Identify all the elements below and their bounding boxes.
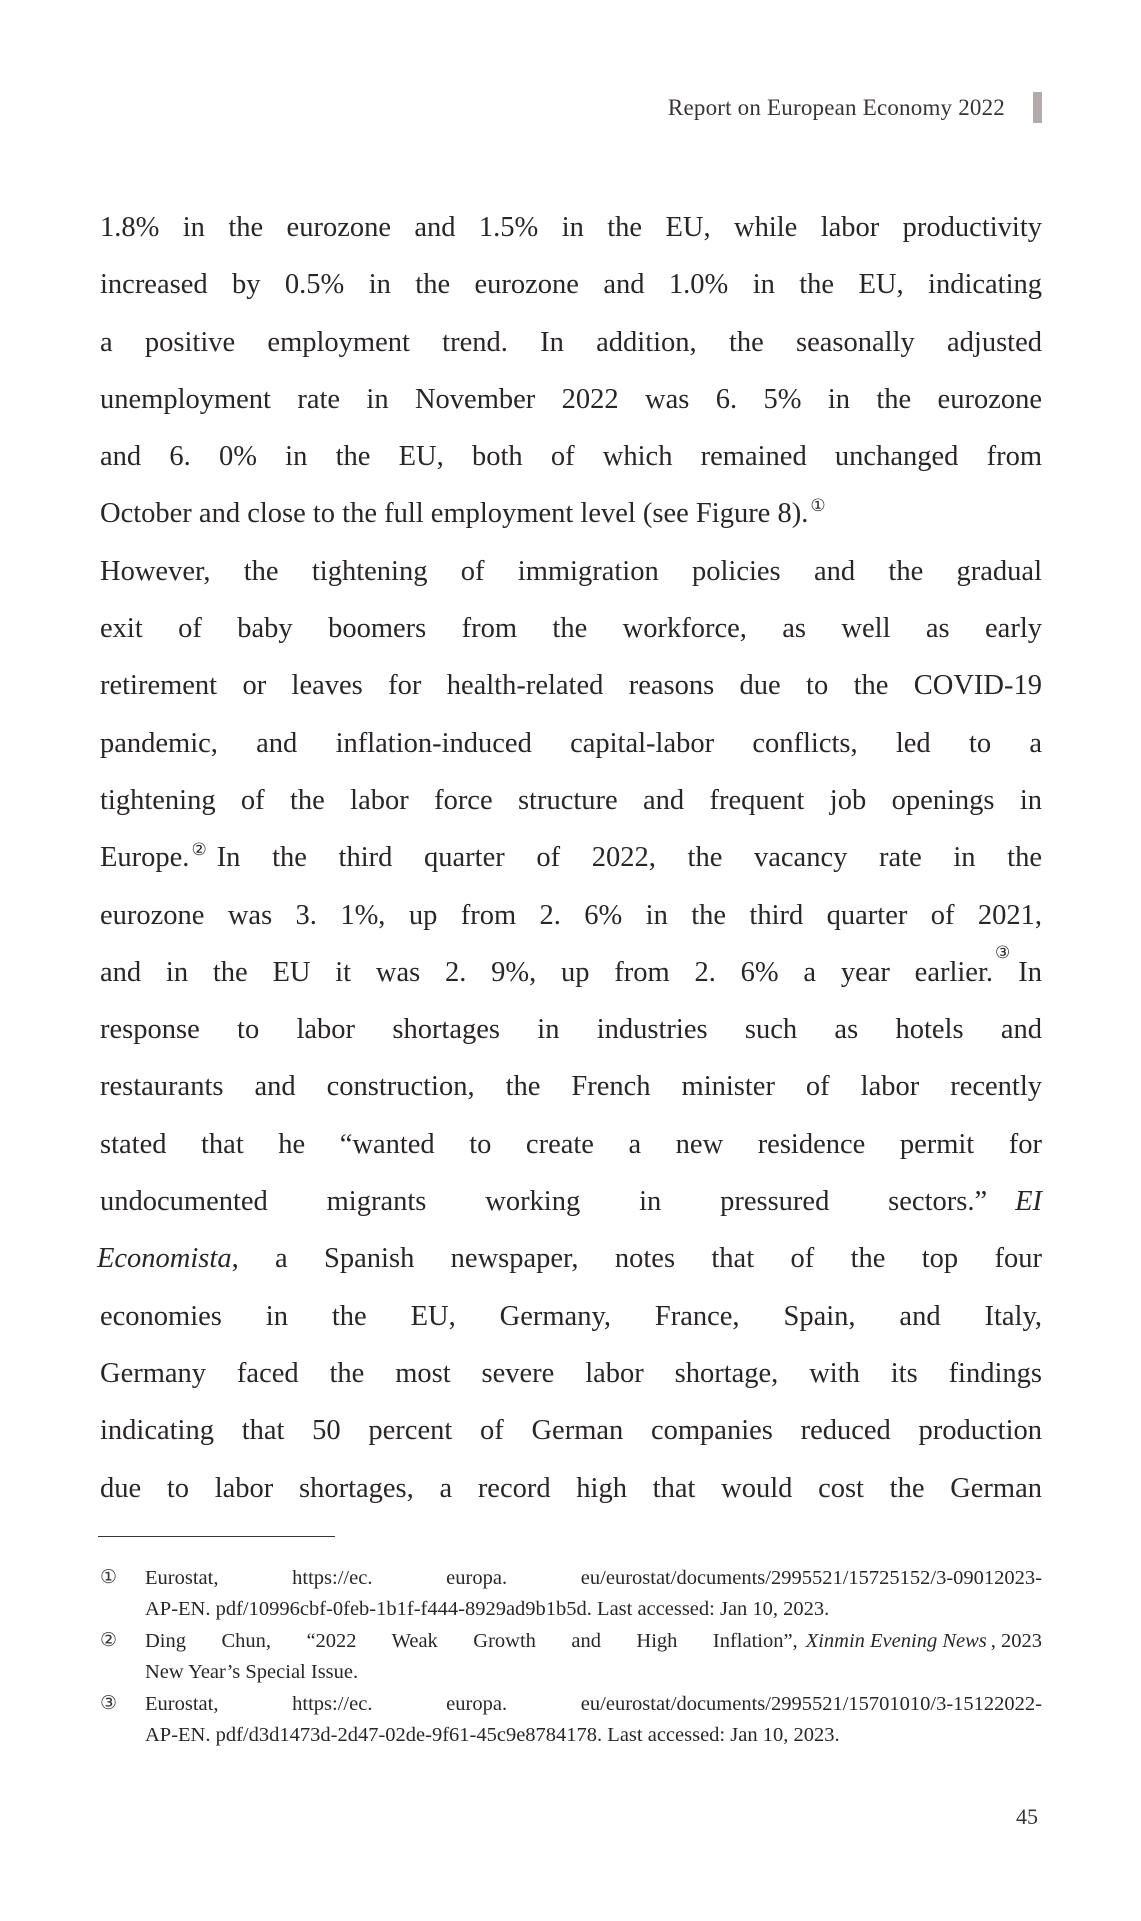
footnote-ref-2[interactable]: ② xyxy=(191,840,207,860)
body-line-text xyxy=(100,953,993,1010)
footnote-ref-3[interactable]: ③ xyxy=(995,942,1011,962)
body-line-text: October and close to the full employment level (see Figure 8). xyxy=(100,498,809,530)
footnote-separator xyxy=(98,1536,335,1537)
footnote-marker: ① xyxy=(100,1567,118,1588)
body-line: tightening of the labor force structure and frequent job openings in xyxy=(100,784,1042,816)
body-line-fragment: and in the EU it was 2. 9%, up from 2. 6% a year earlier. xyxy=(100,956,993,988)
body-line xyxy=(100,942,1042,1010)
footnote-marker: ③ xyxy=(100,1693,118,1714)
body-line xyxy=(100,1182,1042,1239)
body-line xyxy=(97,1239,1042,1296)
body-line: response to labor shortages in industries such as hotels and xyxy=(100,1014,1042,1046)
body-line: 1.8% in the eurozone and 1.5% in the EU, while labor productivity xyxy=(100,212,1042,243)
footnote-3 xyxy=(100,1689,1042,1750)
body-line: a positive employment trend. In addition, the seasonally adjusted xyxy=(100,326,1042,358)
body-line: Germany faced the most severe labor shortage, with its findings xyxy=(100,1357,1042,1389)
body-line: and 6. 0% in the EU, both of which remained unchanged from xyxy=(100,441,1042,473)
body-line: pandemic, and inflation-induced capital-labor conflicts, led to a xyxy=(100,727,1042,759)
body-line-text: In the third quarter of 2022, the vacancy rate in the xyxy=(216,842,1042,874)
body-line-fragment: In xyxy=(1018,956,1042,988)
body-line: due to labor shortages, a record high that would cost the German xyxy=(100,1472,1042,1504)
footnote-1 xyxy=(100,1563,1042,1624)
body-line-text: undocumented migrants working in pressured sectors.” xyxy=(100,1186,988,1218)
footnote-citation-text: Ding Chun, “2022 Weak Growth and High Inflation”, xyxy=(145,1630,798,1652)
body-line xyxy=(100,838,1042,895)
body-line: unemployment rate in November 2022 was 6. 5% in the eurozone xyxy=(100,383,1042,415)
body-line: stated that he “wanted to create a new residence permit for xyxy=(100,1128,1042,1160)
newspaper-title: Xinmin Evening News xyxy=(805,1630,987,1652)
body-line: economies in the EU, Germany, France, Spain, and Italy, xyxy=(100,1300,1042,1332)
footnote-ref-1[interactable]: ① xyxy=(810,496,826,516)
header-accent-bar xyxy=(1033,92,1042,123)
body-line: However, the tightening of immigration policies and the gradual xyxy=(100,555,1042,587)
footnotes-list xyxy=(100,1563,1042,1752)
footnote-line: New Year’s Special Issue. xyxy=(145,1660,359,1683)
body-line: increased by 0.5% in the eurozone and 1.0% in the EU, indicating xyxy=(100,269,1042,301)
footnote-line[interactable]: Eurostat, https://ec. europa. eu/eurostat/documents/2995521/15701010/3-15122022- xyxy=(145,1693,1042,1715)
footnote-line[interactable]: Eurostat, https://ec. europa. eu/eurostat/documents/2995521/15725152/3-09012023- xyxy=(145,1567,1042,1589)
footnote-line[interactable]: AP-EN. pdf/10996cbf-0feb-1b1f-f444-8929ad9b1b5d. Last accessed: Jan 10, 2023. xyxy=(145,1597,830,1620)
footnote-line xyxy=(145,1626,1042,1657)
newspaper-title-part1: EI xyxy=(1015,1186,1042,1218)
body-line xyxy=(100,494,1042,551)
footnote-citation-text: , 2023 xyxy=(990,1630,1042,1652)
body-paragraph xyxy=(97,208,1042,1526)
footnote-line[interactable]: AP-EN. pdf/d3d1473d-2d47-02de-9f61-45c9e8784178. Last accessed: Jan 10, 2023. xyxy=(145,1723,840,1746)
body-line: exit of baby boomers from the workforce, as well as early xyxy=(100,613,1042,645)
body-line-text: , a Spanish newspaper, notes that of the top four xyxy=(231,1243,1042,1275)
newspaper-title-part2: Economista xyxy=(97,1243,232,1275)
footnote-marker: ② xyxy=(100,1630,118,1651)
body-line: restaurants and construction, the French minister of labor recently xyxy=(100,1071,1042,1103)
footnote-2 xyxy=(100,1626,1042,1687)
body-line: indicating that 50 percent of German companies reduced production xyxy=(100,1415,1042,1447)
running-header-title: Report on European Economy 2022 xyxy=(667,95,1005,120)
body-line-fragment: Europe. xyxy=(100,842,190,874)
page-number: 45 xyxy=(1016,1804,1038,1829)
body-line: retirement or leaves for health-related reasons due to the COVID-19 xyxy=(100,670,1042,702)
body-line-text xyxy=(100,838,207,895)
body-line: eurozone was 3. 1%, up from 2. 6% in the third quarter of 2021, xyxy=(100,899,1042,931)
